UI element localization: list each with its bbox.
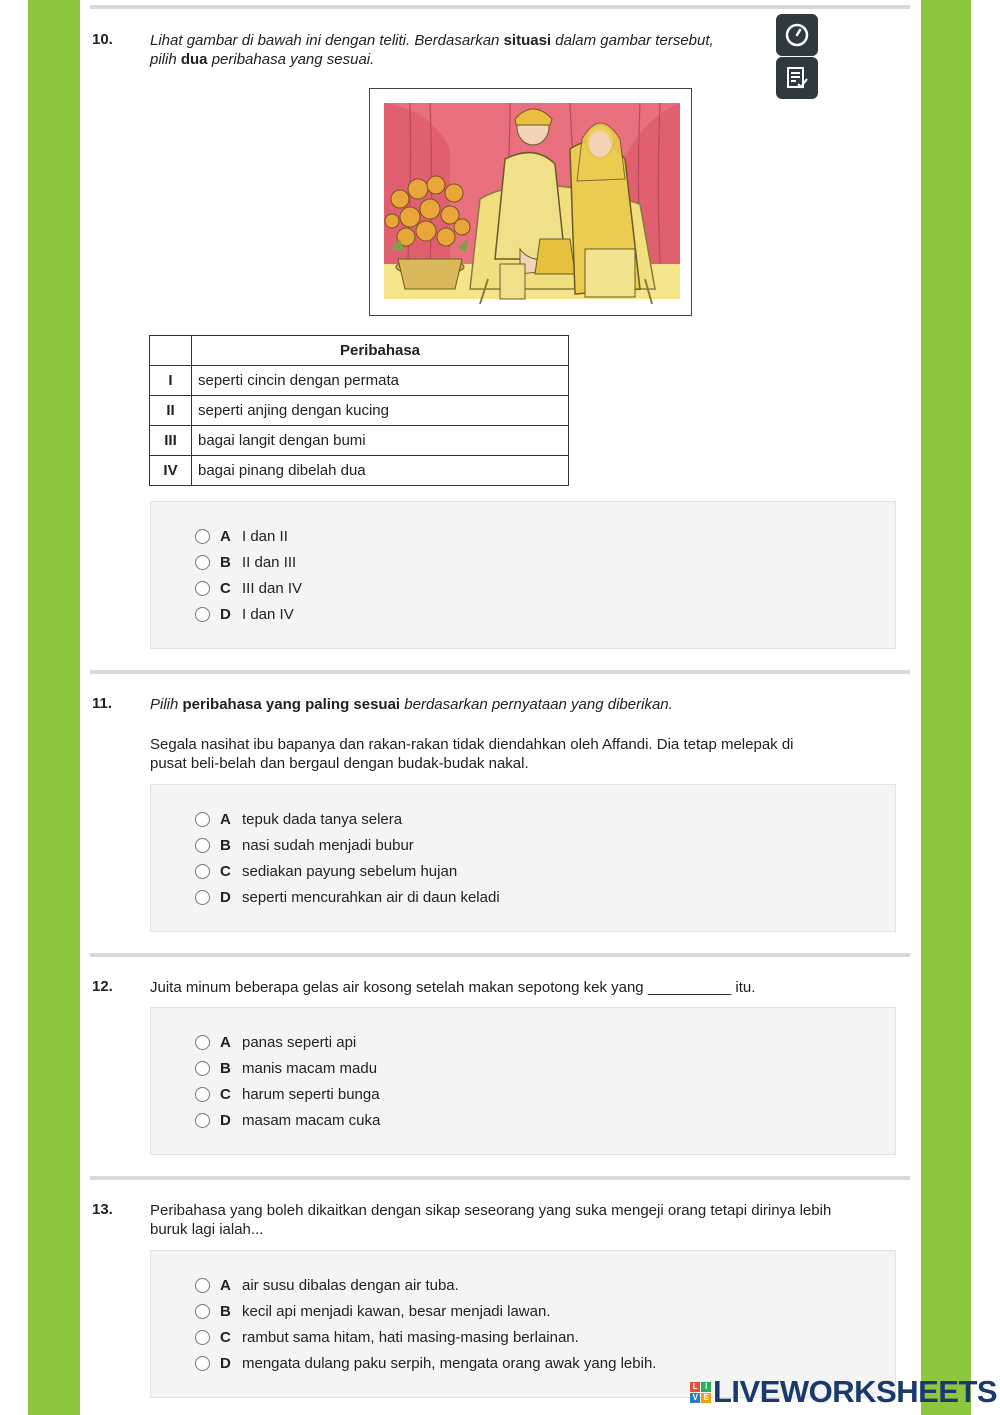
option-b[interactable] [195, 1058, 377, 1078]
option-letter: A [220, 1033, 231, 1051]
timer-icon [784, 22, 810, 48]
liveworksheets-logo-mark [690, 1382, 711, 1403]
question-11-statement [150, 735, 890, 773]
option-text: manis macam madu [242, 1059, 378, 1077]
radio-button[interactable] [195, 1356, 210, 1371]
q10-text-part: Lihat gambar di bawah ini dengan teliti. Berdasarkan [150, 32, 504, 49]
option-text: sediakan payung sebelum hujan [242, 862, 458, 880]
q12-text-part: itu. [731, 979, 756, 996]
option-letter: D [220, 1111, 231, 1129]
option-text: seperti mencurahkan air di daun keladi [242, 888, 500, 906]
option-a[interactable] [195, 1032, 356, 1052]
table-header-row [150, 336, 569, 366]
table-row [150, 366, 569, 396]
option-letter: B [220, 553, 231, 571]
option-b[interactable] [195, 835, 414, 855]
option-letter: D [220, 1354, 231, 1372]
table-row-number: III [150, 426, 192, 456]
table-row-number: I [150, 366, 192, 396]
option-text: I dan IV [242, 605, 294, 623]
table-row [150, 426, 569, 456]
option-b[interactable] [195, 1301, 551, 1321]
question-12-options [150, 1007, 896, 1155]
table-row-text: seperti anjing dengan kucing [192, 396, 569, 426]
q10-bold-situasi: situasi [503, 32, 552, 49]
option-letter: D [220, 888, 231, 906]
q13-text-line: Peribahasa yang boleh dikaitkan dengan sikap seseorang yang suka mengeji orang tetapi dirinya lebih [150, 1202, 832, 1219]
radio-button[interactable] [195, 838, 210, 853]
peribahasa-table [149, 335, 569, 486]
question-12-number: 12. [92, 978, 113, 995]
question-divider [90, 1176, 910, 1180]
q10-text-part: peribahasa yang sesuai. [207, 51, 375, 68]
option-letter: A [220, 527, 231, 545]
question-10-number: 10. [92, 31, 113, 48]
option-letter: C [220, 1328, 231, 1346]
question-10-text [150, 31, 770, 69]
option-text: kecil api menjadi kawan, besar menjadi lawan. [242, 1302, 551, 1320]
option-text: panas seperti api [242, 1033, 357, 1051]
option-text: III dan IV [242, 579, 303, 597]
option-c[interactable] [195, 1327, 579, 1347]
option-b[interactable] [195, 552, 296, 572]
option-letter: B [220, 1059, 231, 1077]
question-divider [90, 953, 910, 957]
option-letter: B [220, 1302, 231, 1320]
logo-text: LIVEWORKSHEETS [713, 1374, 998, 1409]
option-text: masam macam cuka [242, 1111, 381, 1129]
option-text: II dan III [242, 553, 297, 571]
radio-button[interactable] [195, 890, 210, 905]
question-12-text [150, 978, 890, 997]
logo-mark-letter: L [690, 1382, 700, 1392]
radio-button[interactable] [195, 1330, 210, 1345]
option-c[interactable] [195, 578, 302, 598]
option-d[interactable] [195, 887, 500, 907]
logo-mark-letter: V [690, 1393, 700, 1403]
q10-bold-dua: dua [180, 51, 208, 68]
table-row [150, 396, 569, 426]
q10-text-part: dalam gambar tersebut, [551, 32, 714, 49]
table-row-number: II [150, 396, 192, 426]
q12-blank: __________ [647, 979, 732, 996]
logo-mark-letter: I [701, 1382, 711, 1392]
option-letter: D [220, 605, 231, 623]
radio-button[interactable] [195, 1035, 210, 1050]
table-row-text: seperti cincin dengan permata [192, 366, 569, 396]
option-d[interactable] [195, 1353, 656, 1373]
option-a[interactable] [195, 809, 402, 829]
top-divider [90, 5, 910, 9]
q11-text-part: Pilih [150, 696, 183, 713]
option-a[interactable] [195, 1275, 459, 1295]
radio-button[interactable] [195, 555, 210, 570]
question-13-number: 13. [92, 1201, 113, 1218]
table-row-text: bagai pinang dibelah dua [192, 456, 569, 486]
liveworksheets-logo[interactable] [690, 1372, 997, 1412]
option-letter: A [220, 810, 231, 828]
logo-mark-letter: E [701, 1393, 711, 1403]
option-letter: A [220, 1276, 231, 1294]
radio-button[interactable] [195, 812, 210, 827]
option-d[interactable] [195, 1110, 380, 1130]
left-green-frame [28, 0, 80, 1415]
option-letter: C [220, 579, 231, 597]
timer-button[interactable] [776, 14, 818, 56]
option-d[interactable] [195, 604, 294, 624]
option-text: tepuk dada tanya selera [242, 810, 403, 828]
table-header-blank [150, 336, 192, 366]
question-13-text [150, 1201, 915, 1239]
table-row-text: bagai langit dengan bumi [192, 426, 569, 456]
table-row [150, 456, 569, 486]
q11-statement-line: Segala nasihat ibu bapanya dan rakan-rakan tidak diendahkan oleh Affandi. Dia tetap melepak di [150, 736, 794, 753]
radio-button[interactable] [195, 1304, 210, 1319]
option-text: harum seperti bunga [242, 1085, 380, 1103]
radio-button[interactable] [195, 1087, 210, 1102]
radio-button[interactable] [195, 1113, 210, 1128]
option-c[interactable] [195, 861, 457, 881]
question-11-number: 11. [92, 695, 113, 712]
q12-text-part: Juita minum beberapa gelas air kosong setelah makan sepotong kek yang [150, 979, 648, 996]
radio-button[interactable] [195, 529, 210, 544]
option-a[interactable] [195, 526, 288, 546]
radio-button[interactable] [195, 1061, 210, 1076]
radio-button[interactable] [195, 864, 210, 879]
q13-text-line: buruk lagi ialah... [150, 1221, 264, 1238]
option-c[interactable] [195, 1084, 380, 1104]
question-divider [90, 670, 910, 674]
option-text: rambut sama hitam, hati masing-masing berlainan. [242, 1328, 579, 1346]
table-header-peribahasa: Peribahasa [192, 336, 569, 366]
wedding-couple-illustration [369, 88, 692, 316]
question-10-options [150, 501, 896, 649]
option-text: I dan II [242, 527, 288, 545]
question-11-options [150, 784, 896, 932]
option-letter: B [220, 836, 231, 854]
option-text: mengata dulang paku serpih, mengata orang awak yang lebih. [242, 1354, 657, 1372]
radio-button[interactable] [195, 581, 210, 596]
option-text: nasi sudah menjadi bubur [242, 836, 414, 854]
q11-bold-phrase: peribahasa yang paling sesuai [182, 696, 401, 713]
q11-statement-line: pusat beli-belah dan bergaul dengan budak-budak nakal. [150, 755, 529, 772]
q11-text-part: berdasarkan pernyataan yang diberikan. [400, 696, 673, 713]
notes-checklist-icon [784, 65, 810, 91]
right-green-frame [921, 0, 971, 1415]
q10-text-part: pilih [150, 51, 181, 68]
question-11-text [150, 695, 890, 714]
table-row-number: IV [150, 456, 192, 486]
option-letter: C [220, 1085, 231, 1103]
option-letter: C [220, 862, 231, 880]
notes-button[interactable] [776, 57, 818, 99]
option-text: air susu dibalas dengan air tuba. [242, 1276, 459, 1294]
radio-button[interactable] [195, 1278, 210, 1293]
radio-button[interactable] [195, 607, 210, 622]
